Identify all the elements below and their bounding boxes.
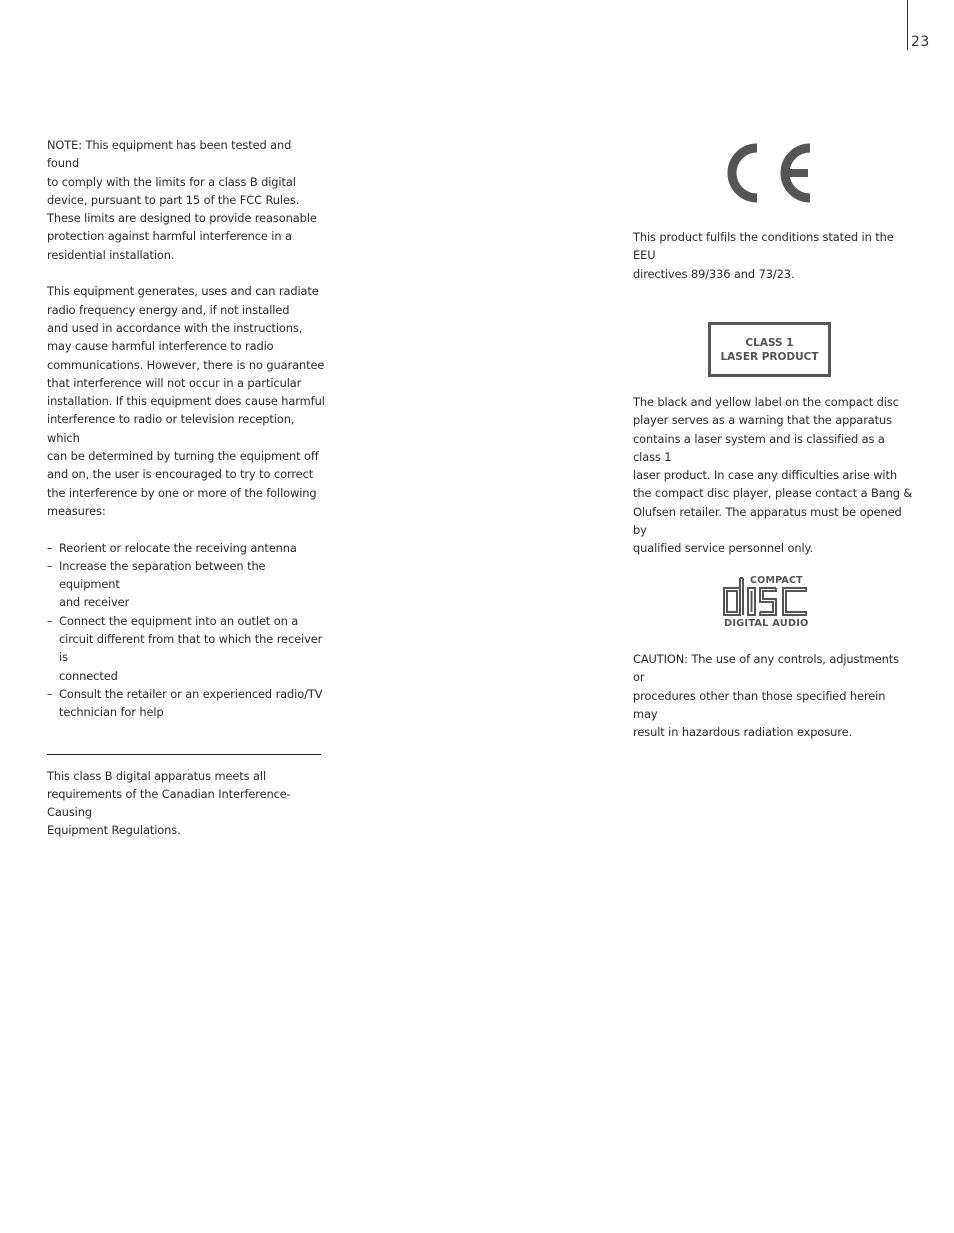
laser-label-line1: CLASS 1 xyxy=(745,336,794,349)
text-line: device, pursuant to part 15 of the FCC Rules. xyxy=(47,192,300,207)
text-line: requirements of the Canadian Interference-Causing xyxy=(47,786,291,820)
text-line: NOTE: This equipment has been tested and found xyxy=(47,138,292,171)
interference-paragraph xyxy=(47,282,325,520)
text-line: CAUTION: The use of any controls, adjustments or xyxy=(633,652,899,685)
text-line: Connect the equipment into an outlet on a xyxy=(59,613,299,628)
laser-label-line2: LASER PRODUCT xyxy=(720,350,819,363)
text-line: technician for help xyxy=(59,705,164,720)
list-item xyxy=(47,612,325,685)
fcc-note-paragraph xyxy=(47,136,325,264)
text-line: measures: xyxy=(47,503,106,518)
text-line: This product fulfils the conditions stated in the EEU xyxy=(633,230,894,263)
list-item xyxy=(47,685,325,722)
list-dash: – xyxy=(47,613,53,628)
text-line: Increase the separation between the equipment xyxy=(59,558,266,592)
text-line: Reorient or relocate the receiving antenna xyxy=(59,540,297,555)
laser-class-label xyxy=(708,322,831,377)
text-line: installation. If this equipment does cause harmful xyxy=(47,394,325,409)
text-line: player serves as a warning that the apparatus xyxy=(633,413,892,428)
text-line: result in hazardous radiation exposure. xyxy=(633,725,853,740)
text-line: Equipment Regulations. xyxy=(47,823,181,838)
page-number: 23 xyxy=(911,34,930,50)
text-line: connected xyxy=(59,668,118,683)
text-line: Olufsen retailer. The apparatus must be opened by xyxy=(633,504,902,538)
text-line: the compact disc player, please contact a Bang & xyxy=(633,486,913,501)
text-line: This class B digital apparatus meets all xyxy=(47,768,267,783)
text-line: Consult the retailer or an experienced radio/TV xyxy=(59,686,323,701)
text-line: that interference will not occur in a particular xyxy=(47,375,302,390)
list-item xyxy=(47,557,325,612)
canada-paragraph xyxy=(47,767,325,840)
text-line: procedures other than those specified herein may xyxy=(633,688,886,721)
text-line: This equipment generates, uses and can radiate xyxy=(47,284,319,299)
text-line: These limits are designed to provide reasonable xyxy=(47,211,317,226)
page-number-rule xyxy=(907,0,908,50)
list-dash: – xyxy=(47,686,53,701)
cd-logo-digital-audio-text: DIGITAL AUDIO xyxy=(724,618,809,629)
text-line: to comply with the limits for a class B digital xyxy=(47,174,296,189)
eeu-paragraph xyxy=(633,228,913,283)
cd-logo-compact-text: COMPACT xyxy=(750,575,803,586)
text-line: radio frequency energy and, if not installed xyxy=(47,302,290,317)
text-line: protection against harmful interference in a xyxy=(47,229,292,244)
text-line: directives 89/336 and 73/23. xyxy=(633,266,795,281)
list-item xyxy=(47,539,325,557)
text-line: circuit different from that to which the receiver is xyxy=(59,632,323,665)
measures-list xyxy=(47,539,325,722)
text-line: qualified service personnel only. xyxy=(633,541,814,556)
text-line: residential installation. xyxy=(47,247,175,262)
text-line: and on, the user is encouraged to try to correct xyxy=(47,467,314,482)
text-line: and receiver xyxy=(59,595,130,610)
text-line: the interference by one or more of the following xyxy=(47,485,317,500)
section-divider xyxy=(47,754,321,755)
list-dash: – xyxy=(47,558,53,573)
caution-paragraph xyxy=(633,650,913,741)
text-line: laser product. In case any difficulties arise with xyxy=(633,468,897,483)
text-line: can be determined by turning the equipment off xyxy=(47,449,319,464)
text-line: interference to radio or television reception, which xyxy=(47,412,295,445)
ce-mark-icon xyxy=(726,142,814,204)
list-dash: – xyxy=(47,540,53,555)
laser-warning-paragraph xyxy=(633,393,913,558)
text-line: communications. However, there is no guarantee xyxy=(47,357,325,372)
text-line: contains a laser system and is classified as a class 1 xyxy=(633,431,885,464)
text-line: and used in accordance with the instructions, xyxy=(47,320,303,335)
left-column xyxy=(47,136,325,840)
text-line: may cause harmful interference to radio xyxy=(47,339,274,354)
text-line: The black and yellow label on the compact disc xyxy=(633,395,899,409)
